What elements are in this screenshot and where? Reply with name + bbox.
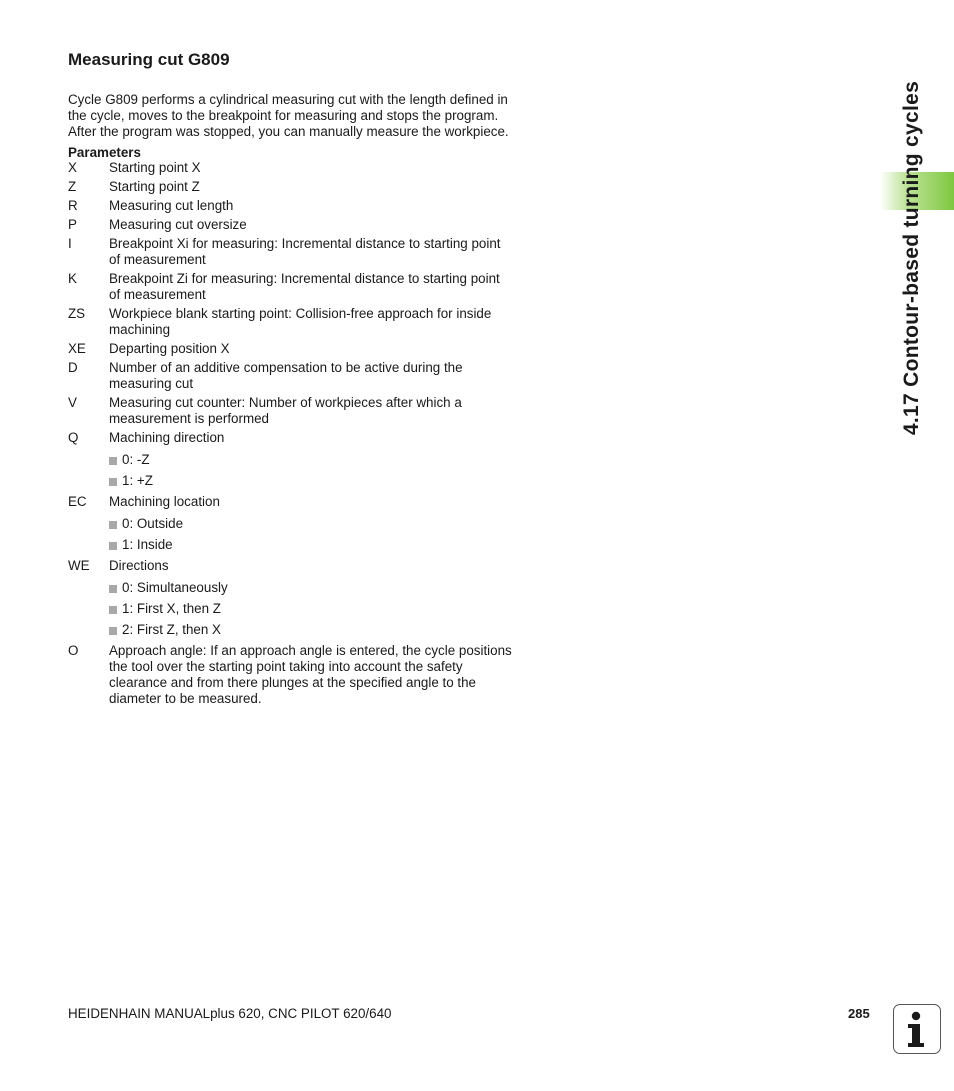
square-bullet-icon (109, 457, 117, 465)
parameter-row (68, 179, 513, 195)
parameter-key: I (68, 236, 72, 251)
square-bullet-icon (109, 606, 117, 614)
square-bullet-icon (109, 542, 117, 550)
square-bullet-icon (109, 585, 117, 593)
square-bullet-icon (109, 627, 117, 635)
parameter-key: Z (68, 179, 77, 194)
square-bullet-icon (109, 521, 117, 529)
parameter-key: EC (68, 494, 87, 509)
option-label: 0: Outside (122, 516, 184, 531)
parameter-row (68, 306, 513, 338)
option-item (109, 516, 513, 532)
option-item (109, 580, 513, 596)
parameter-row (68, 643, 513, 707)
parameter-row (68, 395, 513, 427)
option-label: 0: Simultaneously (122, 580, 228, 595)
parameter-key: X (68, 160, 77, 175)
parameter-description: Departing position X (109, 341, 230, 356)
parameter-description: Measuring cut length (109, 198, 234, 213)
parameter-description: Breakpoint Zi for measuring: Incremental distance to starting point of measurement (109, 271, 500, 302)
parameters-heading: Parameters (68, 145, 141, 160)
intro-paragraph: Cycle G809 performs a cylindrical measuring cut with the length defined in the cycle, moves to the breakpoint for measuring and stops the program. After the program was stopped, you can manually measure the workpiece. (68, 92, 509, 139)
parameter-key: V (68, 395, 77, 410)
parameter-key: R (68, 198, 78, 213)
parameter-description: Breakpoint Xi for measuring: Incremental distance to starting point of measurement (109, 236, 501, 267)
parameter-description: Starting point Z (109, 179, 200, 194)
option-item (109, 473, 513, 489)
option-label: 1: First X, then Z (122, 601, 221, 616)
page-number: 285 (848, 1006, 870, 1021)
parameter-key: ZS (68, 306, 86, 321)
parameter-description: Number of an additive compensation to be active during the measuring cut (109, 360, 463, 391)
parameter-row (68, 430, 513, 446)
parameter-row (68, 341, 513, 357)
option-item (109, 601, 513, 617)
option-label: 2: First Z, then X (122, 622, 221, 637)
parameter-key: K (68, 271, 77, 286)
option-item (109, 537, 513, 553)
option-item (109, 452, 513, 468)
parameter-description: Measuring cut oversize (109, 217, 247, 232)
parameter-description: Starting point X (109, 160, 201, 175)
parameter-key: WE (68, 558, 90, 573)
parameter-key: D (68, 360, 78, 375)
parameter-description: Measuring cut counter: Number of workpieces after which a measurement is performed (109, 395, 462, 426)
info-icon (893, 1004, 941, 1054)
parameter-key: O (68, 643, 79, 658)
parameter-row (68, 198, 513, 214)
option-item (109, 622, 513, 638)
option-label: 1: +Z (122, 473, 153, 488)
parameter-row (68, 217, 513, 233)
parameter-row (68, 360, 513, 392)
parameter-description: Workpiece blank starting point: Collision-free approach for inside machining (109, 306, 492, 337)
parameter-row (68, 160, 513, 176)
parameter-key: P (68, 217, 77, 232)
parameter-description: Directions (109, 558, 169, 573)
option-label: 0: -Z (122, 452, 150, 467)
parameter-description: Machining direction (109, 430, 225, 445)
option-list (109, 452, 513, 489)
parameter-description: Approach angle: If an approach angle is entered, the cycle positions the tool over the starting point taking into account the safety clearance and from there plunges at the specified angle to the diameter to be measured. (109, 643, 512, 706)
footer-product-name: HEIDENHAIN MANUALplus 620, CNC PILOT 620/640 (68, 1006, 392, 1021)
parameter-row (68, 494, 513, 510)
option-label: 1: Inside (122, 537, 173, 552)
parameter-key: Q (68, 430, 79, 445)
section-title: Measuring cut G809 (68, 50, 230, 69)
parameter-row (68, 558, 513, 574)
parameter-list (68, 160, 513, 707)
parameter-description: Machining location (109, 494, 220, 509)
square-bullet-icon (109, 478, 117, 486)
parameter-row (68, 236, 513, 268)
option-list (109, 516, 513, 553)
option-list (109, 580, 513, 638)
parameter-row (68, 271, 513, 303)
chapter-title: 4.17 Contour-based turning cycles (900, 80, 923, 436)
content-column (68, 50, 513, 710)
parameter-key: XE (68, 341, 86, 356)
